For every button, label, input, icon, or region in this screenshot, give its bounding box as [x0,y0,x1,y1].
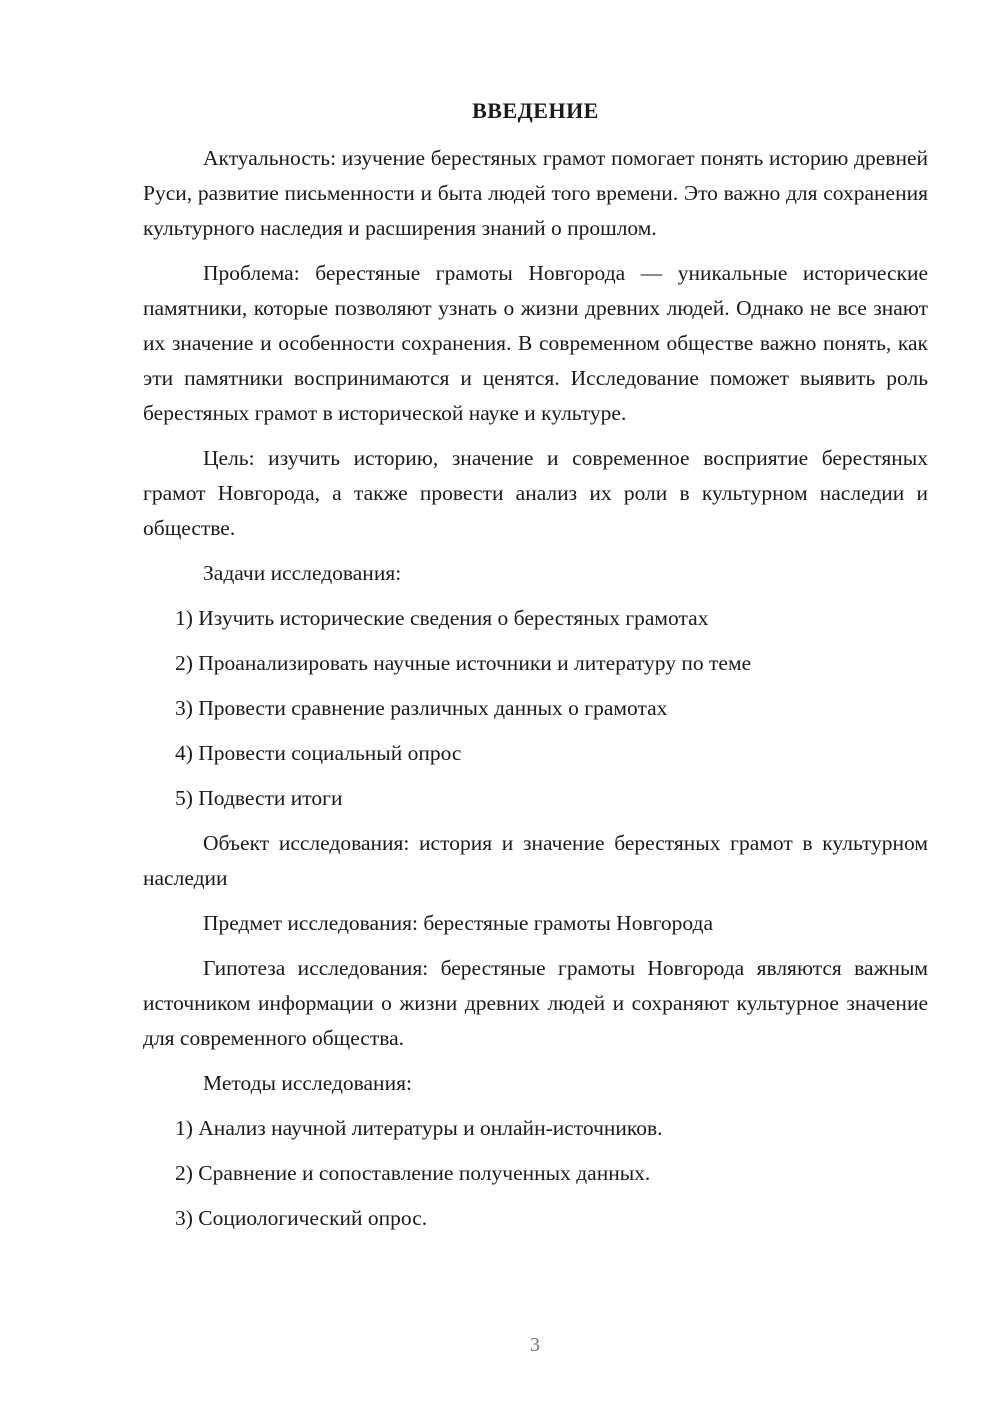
list-item: 2) Сравнение и сопоставление полученных данных. [175,1161,651,1185]
subject-paragraph: Предмет исследования: берестяные грамоты Новгорода [203,911,713,935]
list-item: 1) Анализ научной литературы и онлайн-источников. [175,1116,663,1140]
list-item: 1) Изучить исторические сведения о берестяных грамотах [175,606,709,630]
list-item: 3) Социологический опрос. [175,1206,428,1230]
goal-paragraph: Цель: изучить историю, значение и современное восприятие берестяных грамот Новгорода, а также провести анализ их роли в культурном наследии и обществе. [143,446,928,540]
list-item: 4) Провести социальный опрос [175,741,462,765]
page-number: 3 [530,1334,540,1356]
hypothesis-paragraph: Гипотеза исследования: берестяные грамоты Новгорода являются важным источником информации о жизни древних людей и сохраняют культурное значение для современного общества. [143,956,928,1050]
tasks-list [143,601,928,816]
tasks-heading: Задачи исследования: [203,561,402,585]
list-item: 3) Провести сравнение различных данных о грамотах [175,696,668,720]
methods-heading: Методы исследования: [203,1071,412,1095]
list-item: 2) Проанализировать научные источники и литературу по теме [175,651,752,675]
methods-list [143,1111,928,1236]
document-body [143,141,928,1246]
page-title: ВВЕДЕНИЕ [472,98,599,123]
relevance-paragraph: Актуальность: изучение берестяных грамот помогает понять историю древней Руси, развитие письменности и быта людей того времени. Это важно для сохранения культурного наследия и расширения знаний о прошлом. [143,146,928,240]
object-paragraph: Объект исследования: история и значение берестяных грамот в культурном наследии [143,831,928,890]
problem-paragraph: Проблема: берестяные грамоты Новгорода — уникальные исторические памятники, которые позволяют узнать о жизни древних людей. Однако не все знают их значение и особенности сохранения. В современном обществе важно понять, как эти памятники воспринимаются и ценятся. Исследование поможет выявить роль берестяных грамот в исторической науке и культуре. [143,261,928,425]
list-item: 5) Подвести итоги [175,786,343,810]
